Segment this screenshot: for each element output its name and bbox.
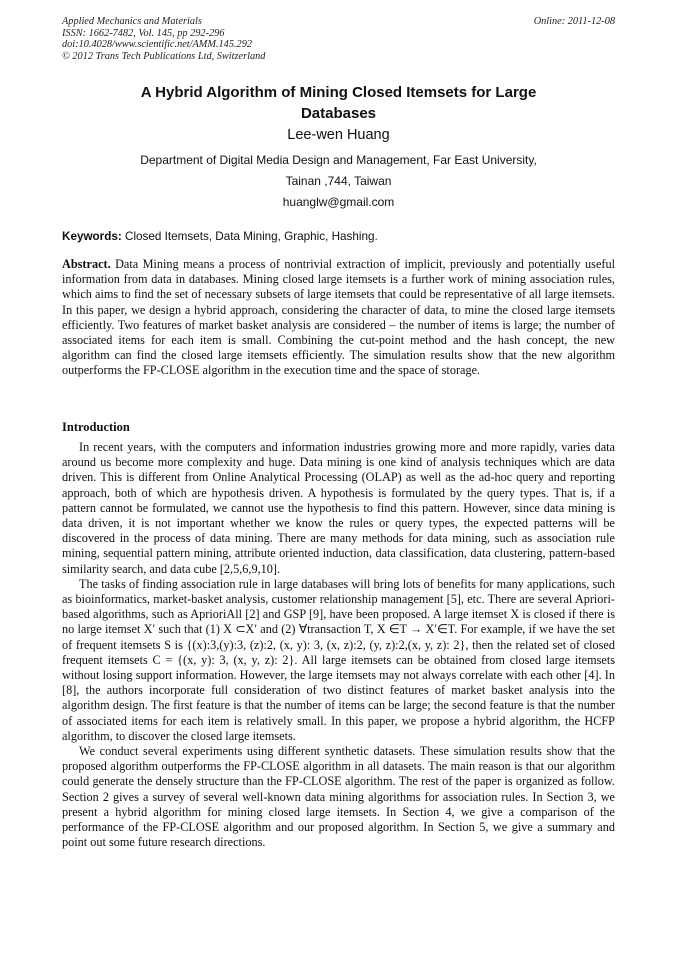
section-heading-introduction: Introduction	[62, 420, 130, 434]
abstract	[62, 257, 615, 379]
paragraph: In recent years, with the computers and information industries growing more and more rapidly, varies data around us become more complexity and huge. Data mining is one kind of analysis techniques which are data driven. This is different from Online Analytical Processing (OLAP) as well as the ad-hoc query and reporting approach, both of which are hypothesis driven. A hypothesis is formulated by the query types. That is, if a pattern cannot be formulated, we cannot use the hypothesis to find this pattern. However, since data mining is data driven, it is not important whether we know the rules or query types, the expected patterns will be discovered in the process of data mining. There are many methods for data mining, such as association rule mining, sequential pattern mining, attribute oriented induction, data classification, data clustering, pattern-based similarity search, and data cube [2,5,6,9,10].	[62, 440, 615, 576]
paragraph: The tasks of finding association rule in large databases will bring lots of benefits for many applications, such as bioinformatics, market-basket analysis, customer relationship management [5], etc. There are several Apriori-based algorithms, such as AprioriAll [2] and GSP [9], have been proposed. A large itemset X is closed if there is no large itemset X′ such that (1) X ⊂X′ and (2) ∀transaction T, X ∈T → X′∈T. For example, if we have the set of frequent itemsets S is {(x):3,(y):3, (z):2, (x, y): 3, (x, z):2, (y, z):2,(x, y, z): 2}, then the related set of closed frequent itemsets C = {(x, y): 3, (x, y, z): 2}. All large itemsets can be obtained from closed large itemsets without losing support information. However, the large itemsets may not always correlate with each other [4]. In [8], the authors incorporate full consideration of two distinct features of market basket analysis into the algorithm design. The first feature is that the number of items can be large; the second feature is that the number of associated items for each item is relatively small. In this paper, we propose a hybrid algorithm, the HCFP algorithm, to discover the closed large itemsets.	[62, 576, 615, 743]
journal-name: Applied Mechanics and Materials	[62, 16, 202, 27]
journal-header	[62, 16, 615, 62]
keywords	[62, 230, 615, 243]
affiliation-line-1: Department of Digital Media Design and Management, Far East University,	[140, 153, 537, 167]
abstract-label: Abstract.	[62, 257, 111, 271]
title-line-2: Databases	[300, 105, 377, 122]
issn-line: ISSN: 1662-7482, Vol. 145, pp 292-296	[62, 27, 225, 39]
paragraph: We conduct several experiments using different synthetic datasets. These simulation results show that the proposed algorithm outperforms the FP-CLOSE algorithm in all datasets. The main reason is that our algorithm could generate the densely structure than the FP-CLOSE algorithm. The rest of the paper is organized as follow. Section 2 gives a survey of several well-known data mining algorithms for association rules. In Section 3, we present a hybrid algorithm for mining closed large itemsets. In Section 4, we give a comparison of the performance of the FP-CLOSE algorithm and our proposed algorithm. In Section 5, we give a summary and point out some future research directions.	[62, 744, 615, 850]
author-name: Lee-wen Huang	[287, 127, 390, 143]
paper-title	[62, 82, 615, 124]
doi-line: doi:10.4028/www.scientific.net/AMM.145.292	[62, 39, 252, 51]
introduction-body	[62, 440, 615, 850]
title-line-1: A Hybrid Algorithm of Mining Closed Itemsets for Large	[140, 84, 537, 101]
abstract-text: Data Mining means a process of nontrivial extraction of implicit, previously and potentially useful information from data in databases. Mining closed large itemsets is a further work of mining association rules, which aims to find the set of necessary subsets of large itemsets that could be representative of all large itemsets. In this paper, we design a hybrid approach, considering the character of data, to mine the closed large itemsets efficiently. Two features of market basket analysis are considered – the number of items is large; the number of associated items for each item is small. Combining the cut-point method and the hash concept, the new algorithm can find the closed large itemsets efficiently. The simulation results show that the new algorithm outperforms the FP-CLOSE algorithm in the execution time and the space of storage.	[62, 257, 615, 378]
copyright-line: © 2012 Trans Tech Publications Ltd, Switzerland	[62, 50, 266, 62]
keywords-label: Keywords:	[62, 230, 122, 243]
online-date: Online: 2011-12-08	[533, 16, 615, 27]
affiliation	[62, 150, 615, 213]
author-email[interactable]: huanglw@gmail.com	[282, 195, 395, 209]
keywords-text: Closed Itemsets, Data Mining, Graphic, Hashing.	[121, 230, 378, 243]
affiliation-line-2: Tainan ,744, Taiwan	[285, 174, 392, 188]
